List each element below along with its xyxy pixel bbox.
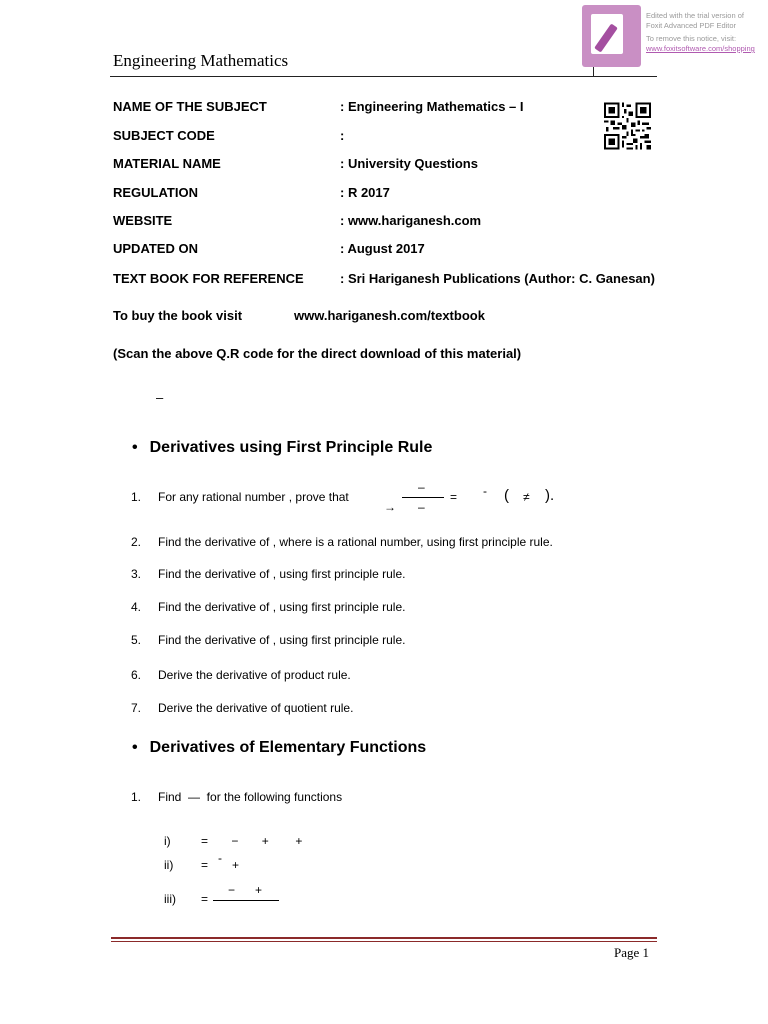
info-label-subject: NAME OF THE SUBJECT [113,99,267,114]
scan-note: (Scan the above Q.R code for the direct download of this material) [113,346,522,361]
item-numerator: − + [228,883,263,897]
page-header-title: Engineering Mathematics [113,51,289,70]
question-number: 6. [131,668,142,682]
trial-notice [646,11,764,54]
question-number: 7. [131,701,142,715]
question-text: Derive the derivative of product rule. [158,668,351,682]
info-label-code: SUBJECT CODE [113,128,215,143]
fraction-numerator-minus: – [418,480,425,494]
info-value-textbook: : Sri Hariganesh Publications (Author: C. Ganesan) [340,271,655,286]
section-title-elementary-functions [132,739,426,757]
fraction-denominator-minus: – [418,500,425,514]
info-label-website: WEBSITE [113,213,173,228]
question-text: Find the derivative of , where is a rational number, using first principle rule. [158,535,553,549]
trial-notice-link[interactable]: www.foxitsoftware.com/shopping [646,44,755,53]
bullet-icon: • [132,439,138,456]
fraction-bar [402,497,444,498]
trial-notice-line1: Edited with the trial version of [646,11,744,20]
trial-notice-line2: Foxit Advanced PDF Editor [646,21,737,30]
section1-title-text: Derivatives using First Principle Rule [149,439,433,456]
question-text: Derive the derivative of quotient rule. [158,701,354,715]
question-text: For any rational number , prove that [158,490,349,504]
item-label: i) [164,834,171,848]
section-title-first-principle [132,439,432,457]
limit-arrow: → [384,500,396,514]
open-paren: ( [504,487,509,504]
header-rule [110,76,657,77]
info-label-material: MATERIAL NAME [113,156,221,171]
foxit-editor-logo-icon [582,5,641,67]
info-value-website[interactable]: : www.hariganesh.com [340,213,482,228]
info-label-textbook: TEXT BOOK FOR REFERENCE [113,271,304,286]
fraction-bar [213,900,279,901]
question-number: 5. [131,633,142,647]
item-label: iii) [164,892,176,906]
info-value-updated: : August 2017 [340,241,425,256]
section2-title-text: Derivatives of Elementary Functions [149,739,427,756]
question-number: 3. [131,567,142,581]
question-number: 4. [131,600,142,614]
buy-link[interactable]: www.hariganesh.com/textbook [294,308,485,323]
bullet-icon: • [132,739,138,756]
question-text: Find the derivative of , using first principle rule. [158,567,406,581]
info-label-regulation: REGULATION [113,185,198,200]
question-text: Find the derivative of , using first principle rule. [158,633,406,647]
question-text: Find the derivative of , using first principle rule. [158,600,406,614]
exponent-minus: - [483,484,487,498]
buy-label: To buy the book visit [113,308,243,323]
item-expression: = − + + [201,834,303,848]
equals-sign: = [450,490,458,504]
footer-rule-thin [111,941,657,942]
close-paren: ). [545,487,555,504]
stray-dash: – [156,390,164,405]
footer-rule [111,937,657,939]
item-expression: = [201,858,209,872]
question-text: Find — for the following functions [158,790,343,804]
question-number: 1. [131,490,142,504]
question-number: 2. [131,535,142,549]
qr-code-icon[interactable] [604,102,651,150]
info-value-material: : University Questions [340,156,478,171]
info-value-code: : [340,128,345,143]
item-expression: = [201,892,209,906]
item-tail: + [232,858,240,872]
item-exponent: - [218,851,222,865]
page-number: Page 1 [614,945,650,960]
info-label-updated: UPDATED ON [113,241,198,256]
info-value-regulation: : R 2017 [340,185,390,200]
not-equal-sign: ≠ [523,490,530,504]
item-label: ii) [164,858,174,872]
question-number: 1. [131,790,142,804]
info-value-subject: : Engineering Mathematics – I [340,99,524,114]
trial-notice-line3: To remove this notice, visit: [646,34,737,43]
